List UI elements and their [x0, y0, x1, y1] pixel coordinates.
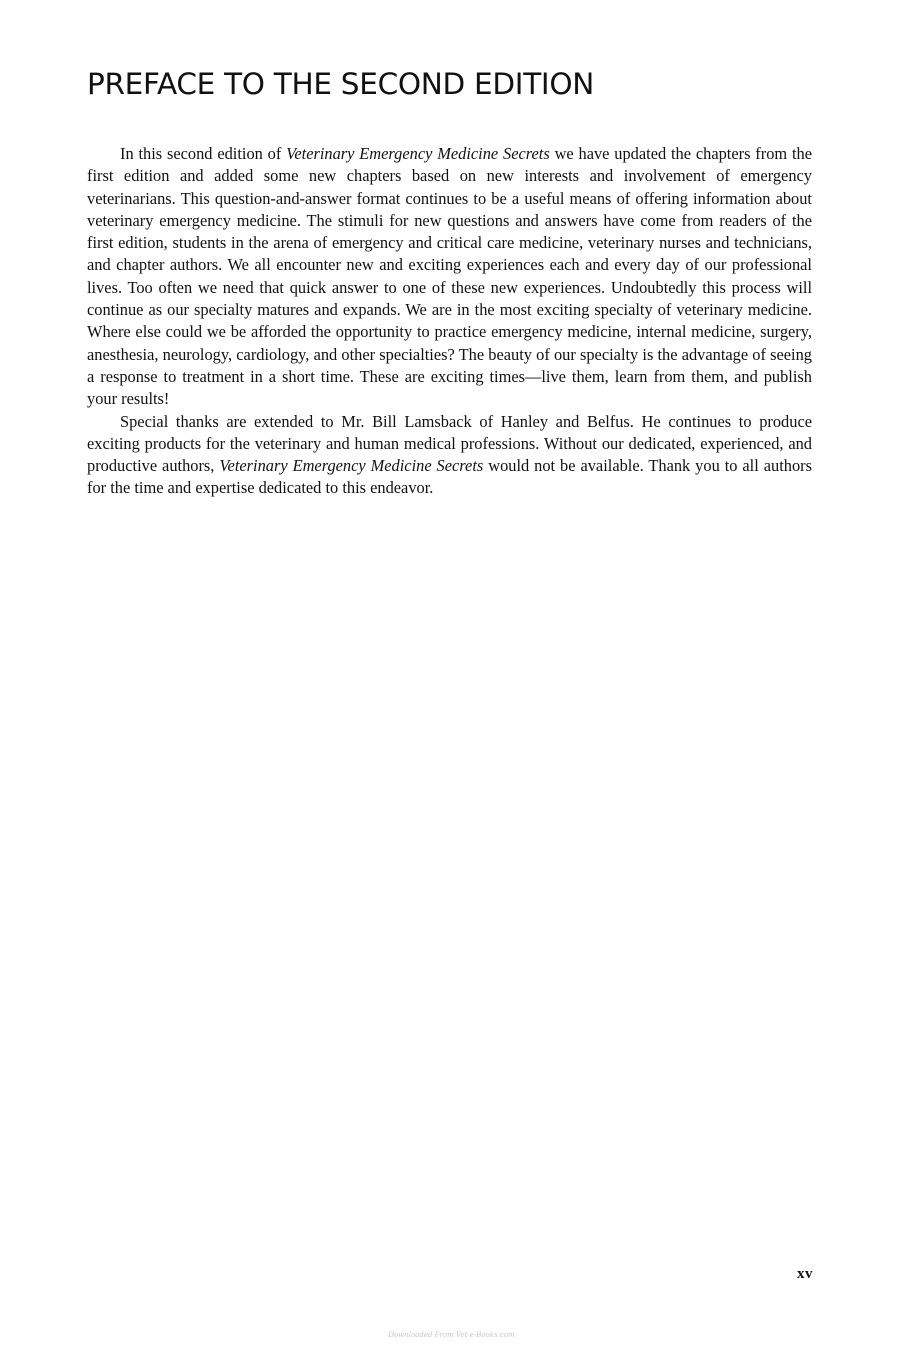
paragraph-1-text-1: In this second edition of: [120, 144, 287, 163]
paragraph-1: [87, 143, 812, 411]
preface-body: [87, 143, 812, 500]
book-title-italic: Veterinary Emergency Medicine Secrets: [286, 144, 550, 163]
page-title: PREFACE TO THE SECOND EDITION: [87, 67, 595, 101]
footer-watermark: Downloaded From Vet-e-Books.com: [388, 1331, 515, 1339]
paragraph-2: [87, 411, 812, 500]
book-title-italic: Veterinary Emergency Medicine Secrets: [219, 456, 484, 476]
page-number: xv: [797, 1266, 813, 1282]
paragraph-2-text-2: would not be available. Thank you to all authors for the time and expertise dedicated to this endeavor.: [87, 456, 812, 498]
paragraph-2-text-1: Special thanks are extended to Mr. Bill Lamsback of Hanley and Belfus. He continues to produce exciting products for the veterinary and human medical professions. Without our dedicated, experienced, and productive authors,: [87, 411, 812, 476]
paragraph-1-text-2: we have updated the chapters from the first edition and added some new chapters based on new interests and involvement of emergency veterinarians. This question-and-answer format continues to be a useful means of offering information about veterinary emergency medicine. The stimuli for new questions and answers have come from readers of the first edition, students in the arena of emergency and critical care medicine, veterinary nurses and technicians, and chapter authors. We all encounter new and exciting experiences each and every day of our professional lives. Too often we need that quick answer to one of these new experiences. Undoubtedly this process will continue as our specialty matures and expands. We are in the most exciting specialty of veterinary medicine. Where else could we be afforded the opportunity to practice emergency medicine, internal medicine, surgery, anesthesia, neurology, cardiology, and other specialties? The beauty of our specialty is the advantage of seeing a response to treatment in a short time. These are exciting times—live them, learn from them, and publish your results!: [87, 144, 812, 409]
